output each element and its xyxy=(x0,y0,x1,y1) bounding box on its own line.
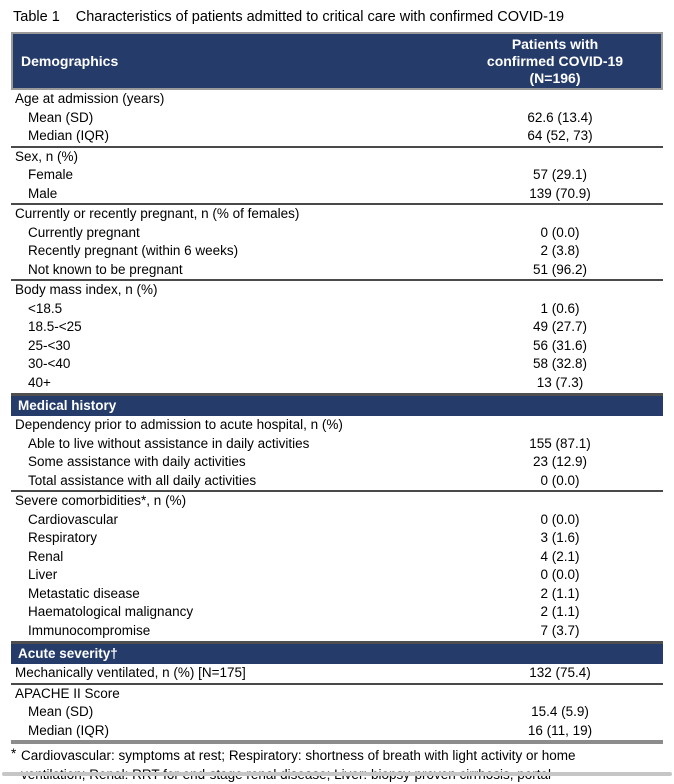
row-label: Able to live without assistance in daily activities xyxy=(11,435,457,454)
table-row xyxy=(11,722,663,741)
row-value xyxy=(457,148,663,167)
row-value: 7 (3.7) xyxy=(457,622,663,641)
table-row xyxy=(11,685,663,704)
table xyxy=(11,32,663,744)
section-demographics xyxy=(11,90,663,392)
column-header-line: confirmed COVID-19 xyxy=(453,53,657,70)
table-row xyxy=(11,622,663,641)
table-row xyxy=(11,300,663,319)
row-label: Cardiovascular xyxy=(11,511,457,530)
row-value: 3 (1.6) xyxy=(457,529,663,548)
table-row xyxy=(11,148,663,167)
table-row xyxy=(11,261,663,280)
table-row xyxy=(11,492,663,511)
row-label: Mean (SD) xyxy=(11,109,457,128)
row-value xyxy=(457,492,663,511)
row-value: 2 (1.1) xyxy=(457,585,663,604)
table-row xyxy=(11,185,663,204)
group-comorbidities xyxy=(11,490,663,640)
table-row xyxy=(11,416,663,435)
row-label: <18.5 xyxy=(11,300,457,319)
row-label: Age at admission (years) xyxy=(11,90,457,109)
table-row xyxy=(11,374,663,393)
footnote-line: Cardiovascular: symptoms at rest; Respiratory: shortness of breath with light activity or home xyxy=(21,747,663,766)
row-value xyxy=(457,281,663,300)
row-value: 132 (75.4) xyxy=(457,664,663,683)
row-value xyxy=(457,416,663,435)
row-value xyxy=(457,90,663,109)
group-pregnancy xyxy=(11,203,663,279)
row-value: 13 (7.3) xyxy=(457,374,663,393)
table-row xyxy=(11,566,663,585)
column-header-demographics: Demographics xyxy=(13,34,453,88)
table-row xyxy=(11,355,663,374)
table-number: Table 1 xyxy=(13,9,60,25)
table-row xyxy=(11,548,663,567)
row-label: 30-<40 xyxy=(11,355,457,374)
table-row xyxy=(11,224,663,243)
group-apache xyxy=(11,683,663,741)
row-label: 18.5-<25 xyxy=(11,318,457,337)
table-row xyxy=(11,703,663,722)
row-label: Dependency prior to admission to acute hospital, n (%) xyxy=(11,416,457,435)
row-label: Mechanically ventilated, n (%) [N=175] xyxy=(11,664,457,683)
table-row xyxy=(11,127,663,146)
row-value: 64 (52, 73) xyxy=(457,127,663,146)
row-label: Body mass index, n (%) xyxy=(11,281,457,300)
row-value: 15.4 (5.9) xyxy=(457,703,663,722)
table-body xyxy=(11,90,663,744)
row-value xyxy=(457,685,663,704)
column-header-line: Patients with xyxy=(453,36,657,53)
row-label: Total assistance with all daily activities xyxy=(11,472,457,491)
row-value: 2 (3.8) xyxy=(457,242,663,261)
row-value: 62.6 (13.4) xyxy=(457,109,663,128)
footnote-asterisk: * xyxy=(11,745,16,764)
section-band-acute-severity: Acute severity† xyxy=(11,641,663,664)
row-label: Median (IQR) xyxy=(11,127,457,146)
row-value: 57 (29.1) xyxy=(457,166,663,185)
row-label: Not known to be pregnant xyxy=(11,261,457,280)
table-row xyxy=(11,205,663,224)
row-value: 23 (12.9) xyxy=(457,453,663,472)
table-row xyxy=(11,585,663,604)
table-row xyxy=(11,511,663,530)
row-value: 155 (87.1) xyxy=(457,435,663,454)
row-value: 2 (1.1) xyxy=(457,603,663,622)
row-label: 40+ xyxy=(11,374,457,393)
row-label: APACHE II Score xyxy=(11,685,457,704)
group-sex xyxy=(11,146,663,204)
row-label: Haematological malignancy xyxy=(11,603,457,622)
table-row xyxy=(11,166,663,185)
table-header xyxy=(11,32,663,90)
row-label: Mean (SD) xyxy=(11,703,457,722)
row-label: 25-<30 xyxy=(11,337,457,356)
row-label: Liver xyxy=(11,566,457,585)
row-value: 49 (27.7) xyxy=(457,318,663,337)
row-value: 58 (32.8) xyxy=(457,355,663,374)
table-row xyxy=(11,603,663,622)
row-label: Respiratory xyxy=(11,529,457,548)
row-label: Male xyxy=(11,185,457,204)
row-label: Immunocompromise xyxy=(11,622,457,641)
row-value: 139 (70.9) xyxy=(457,185,663,204)
row-label: Metastatic disease xyxy=(11,585,457,604)
section-medical-history xyxy=(11,416,663,640)
table-row xyxy=(11,242,663,261)
row-label: Female xyxy=(11,166,457,185)
row-value: 0 (0.0) xyxy=(457,472,663,491)
group-age xyxy=(11,90,663,146)
table-row xyxy=(11,281,663,300)
table-row xyxy=(11,664,663,683)
row-value: 16 (11, 19) xyxy=(457,722,663,741)
table-footnote xyxy=(11,747,663,784)
table-row xyxy=(11,529,663,548)
table-row xyxy=(11,337,663,356)
page-bottom-edge xyxy=(2,772,672,776)
table-row xyxy=(11,453,663,472)
table-row xyxy=(11,318,663,337)
row-value: 56 (31.6) xyxy=(457,337,663,356)
row-label: Currently pregnant xyxy=(11,224,457,243)
row-label: Sex, n (%) xyxy=(11,148,457,167)
table-caption: Characteristics of patients admitted to critical care with confirmed COVID-19 xyxy=(76,9,564,25)
row-label: Renal xyxy=(11,548,457,567)
table-row xyxy=(11,109,663,128)
group-ventilation xyxy=(11,664,663,683)
row-value: 51 (96.2) xyxy=(457,261,663,280)
row-value: 4 (2.1) xyxy=(457,548,663,567)
row-label: Median (IQR) xyxy=(11,722,457,741)
row-value: 1 (0.6) xyxy=(457,300,663,319)
row-label: Recently pregnant (within 6 weeks) xyxy=(11,242,457,261)
column-header-line: (N=196) xyxy=(453,70,657,87)
table-title xyxy=(0,0,674,32)
row-label: Some assistance with daily activities xyxy=(11,453,457,472)
table-row xyxy=(11,472,663,491)
row-value: 0 (0.0) xyxy=(457,511,663,530)
section-band-medical-history: Medical history xyxy=(11,393,663,416)
table-row xyxy=(11,435,663,454)
row-label: Severe comorbidities*, n (%) xyxy=(11,492,457,511)
row-value: 0 (0.0) xyxy=(457,566,663,585)
row-value xyxy=(457,205,663,224)
table-row xyxy=(11,90,663,109)
group-bmi xyxy=(11,279,663,392)
group-dependency xyxy=(11,416,663,490)
column-header-patients xyxy=(453,34,661,88)
section-acute-severity xyxy=(11,664,663,740)
row-label: Currently or recently pregnant, n (% of females) xyxy=(11,205,457,224)
row-value: 0 (0.0) xyxy=(457,224,663,243)
